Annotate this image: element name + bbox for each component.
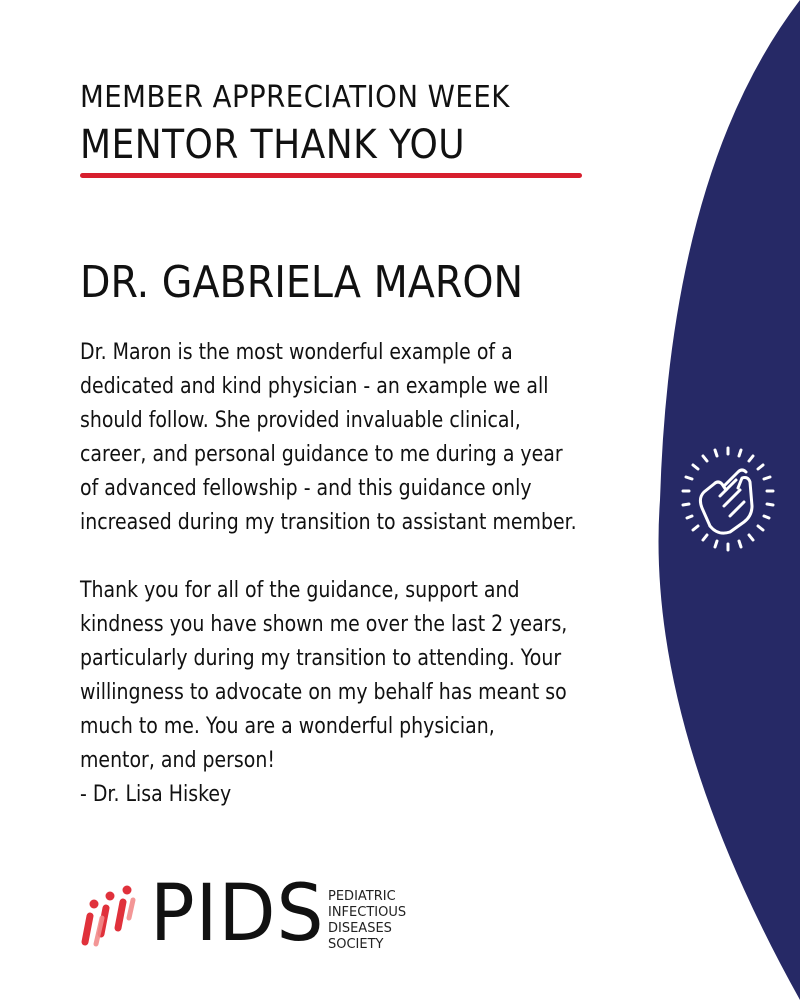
message-line: Thank you for all of the guidance, support and (80, 578, 520, 603)
message-signature: - Dr. Lisa Hiskey (80, 782, 232, 807)
hands (700, 470, 752, 533)
burst-rays (683, 448, 773, 550)
message-line: kindness you have shown me over the last 2 years, (80, 612, 568, 637)
message-line: of advanced fellowship - and this guidance only (80, 476, 532, 501)
message-line: mentor, and person! (80, 748, 275, 773)
paragraph-gap (80, 540, 613, 574)
message-line: dedicated and kind physician - an example we all (80, 374, 549, 399)
pids-tagline (328, 889, 406, 953)
pids-wordmark: PIDS (150, 869, 325, 959)
pids-logo-mark (80, 884, 140, 950)
message-line: Dr. Maron is the most wonderful example of a (80, 340, 513, 365)
tagline-line: DISEASES (328, 921, 392, 936)
tagline-line: PEDIATRIC (328, 889, 396, 904)
thank-you-message (80, 336, 613, 812)
heading-title: MENTOR THANK YOU (80, 122, 466, 168)
heading-event: MEMBER APPRECIATION WEEK (80, 80, 510, 115)
heading-divider (80, 173, 582, 178)
message-line: particularly during my transition to attending. Your (80, 646, 562, 671)
tagline-line: SOCIETY (328, 937, 384, 952)
message-line: much to me. You are a wonderful physician, (80, 714, 495, 739)
message-line: willingness to advocate on my behalf has meant so (80, 680, 567, 705)
honoree-name: DR. GABRIELA MARON (80, 257, 524, 308)
clapping-hands-icon (680, 446, 776, 554)
tagline-line: INFECTIOUS (328, 905, 407, 920)
message-line: should follow. She provided invaluable clinical, (80, 408, 521, 433)
message-line: career, and personal guidance to me during a year (80, 442, 563, 467)
message-line: increased during my transition to assistant member. (80, 510, 577, 535)
